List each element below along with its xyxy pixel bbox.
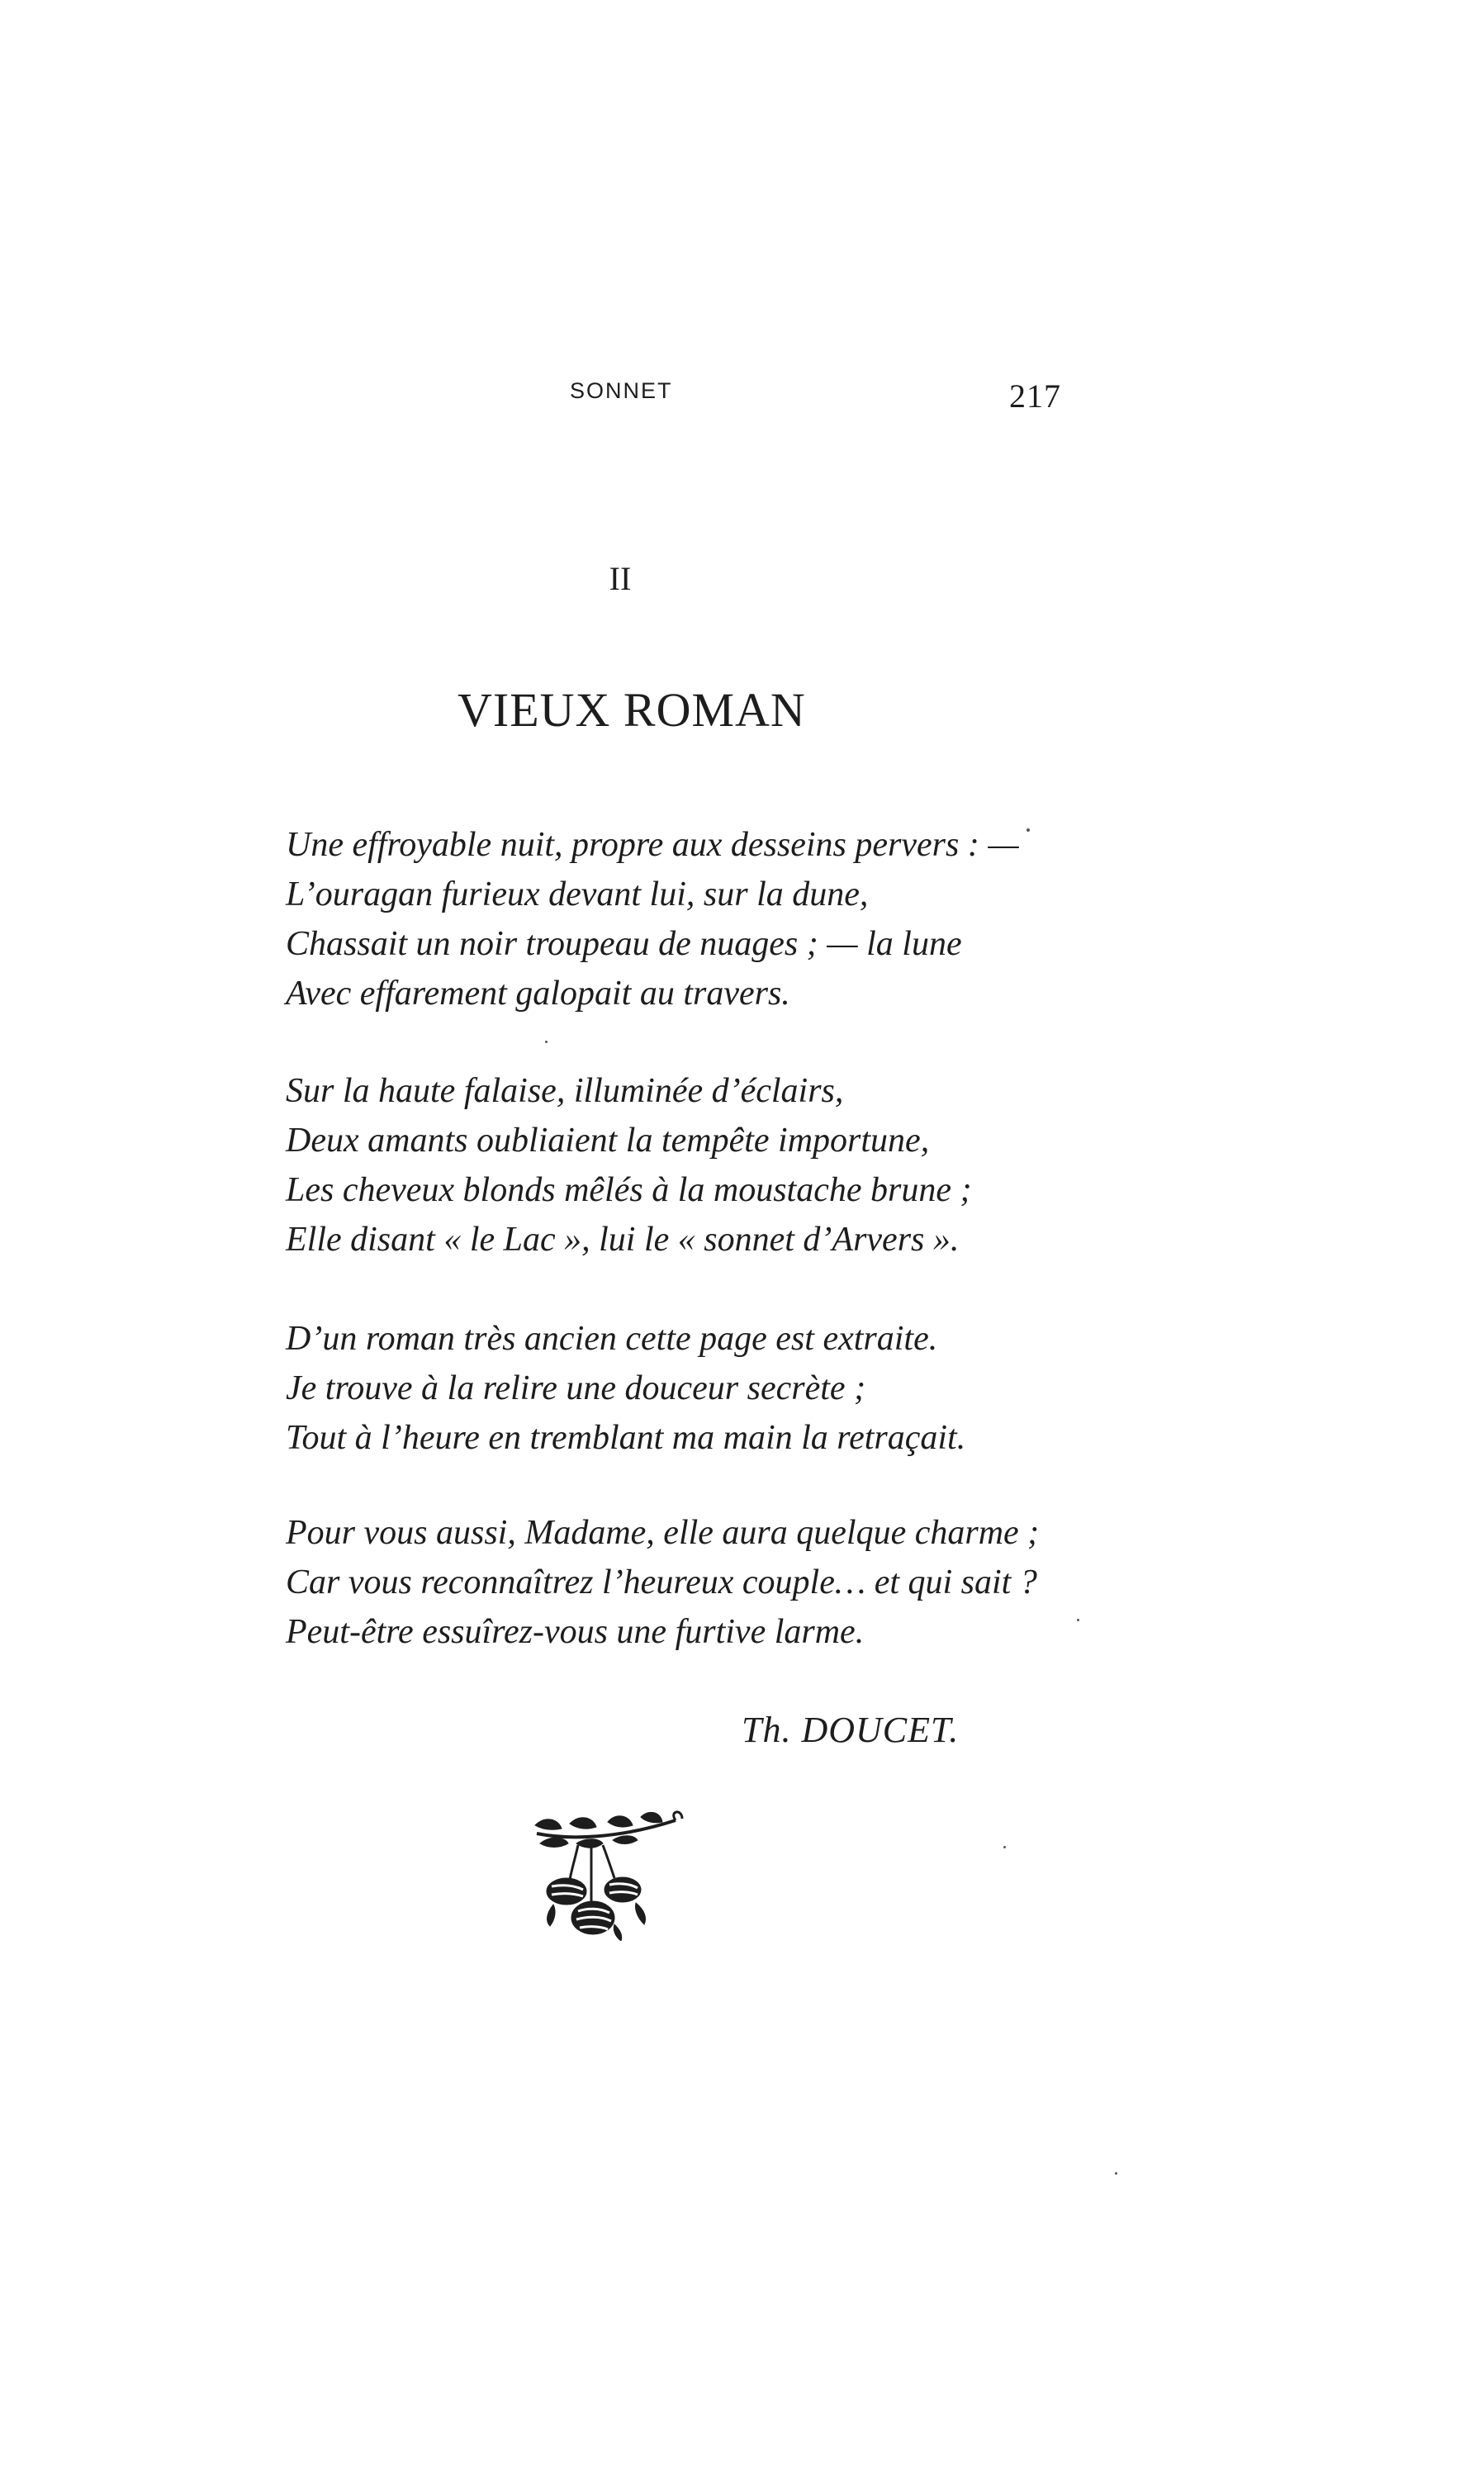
poem-line: Je trouve à la relire une douceur secrète ; xyxy=(286,1369,866,1407)
scan-speck xyxy=(1077,1619,1079,1621)
poem-line: Car vous reconnaîtrez l’heureux couple… et qui sait ? xyxy=(286,1563,1037,1601)
poem-line: Elle disant « le Lac », lui le « sonnet d’Arvers ». xyxy=(286,1221,960,1259)
author-signature: Th. DOUCET. xyxy=(742,1710,960,1750)
poem-line: Une effroyable nuit, propre aux desseins pervers : — xyxy=(286,826,1019,864)
poem-line: Peut-être essuîrez-vous une furtive larme. xyxy=(286,1613,865,1651)
scan-speck xyxy=(1026,828,1030,832)
poem-line: Tout à l’heure en tremblant ma main la retraçait. xyxy=(286,1419,966,1457)
page-number: 217 xyxy=(1009,377,1061,415)
stanza-1 xyxy=(286,820,1019,1018)
scan-speck xyxy=(1115,2172,1117,2175)
poem-title: VIEUX ROMAN xyxy=(458,683,806,737)
scan-speck xyxy=(545,1041,548,1043)
floral-tailpiece-icon xyxy=(529,1810,685,1941)
poem-line: Avec effarement galopait au travers. xyxy=(286,975,790,1013)
poem-line: Sur la haute falaise, illuminée d’éclairs, xyxy=(286,1072,844,1110)
stanza-3 xyxy=(286,1314,965,1463)
stanza-4 xyxy=(286,1508,1039,1657)
stanza-2 xyxy=(286,1066,971,1264)
poem-line: Chassait un noir troupeau de nuages ; — la lune xyxy=(286,925,962,963)
poem-line: D’un roman très ancien cette page est extraite. xyxy=(286,1320,938,1358)
poem-line: L’ouragan furieux devant lui, sur la dune, xyxy=(286,875,869,913)
scan-speck xyxy=(1003,1846,1006,1848)
running-head: SONNET xyxy=(570,378,673,403)
section-number: II xyxy=(609,560,632,597)
poem-line: Deux amants oubliaient la tempête importune, xyxy=(286,1122,930,1160)
poem-line: Les cheveux blonds mêlés à la moustache brune ; xyxy=(286,1171,972,1209)
poem-line: Pour vous aussi, Madame, elle aura quelque charme ; xyxy=(286,1514,1040,1552)
